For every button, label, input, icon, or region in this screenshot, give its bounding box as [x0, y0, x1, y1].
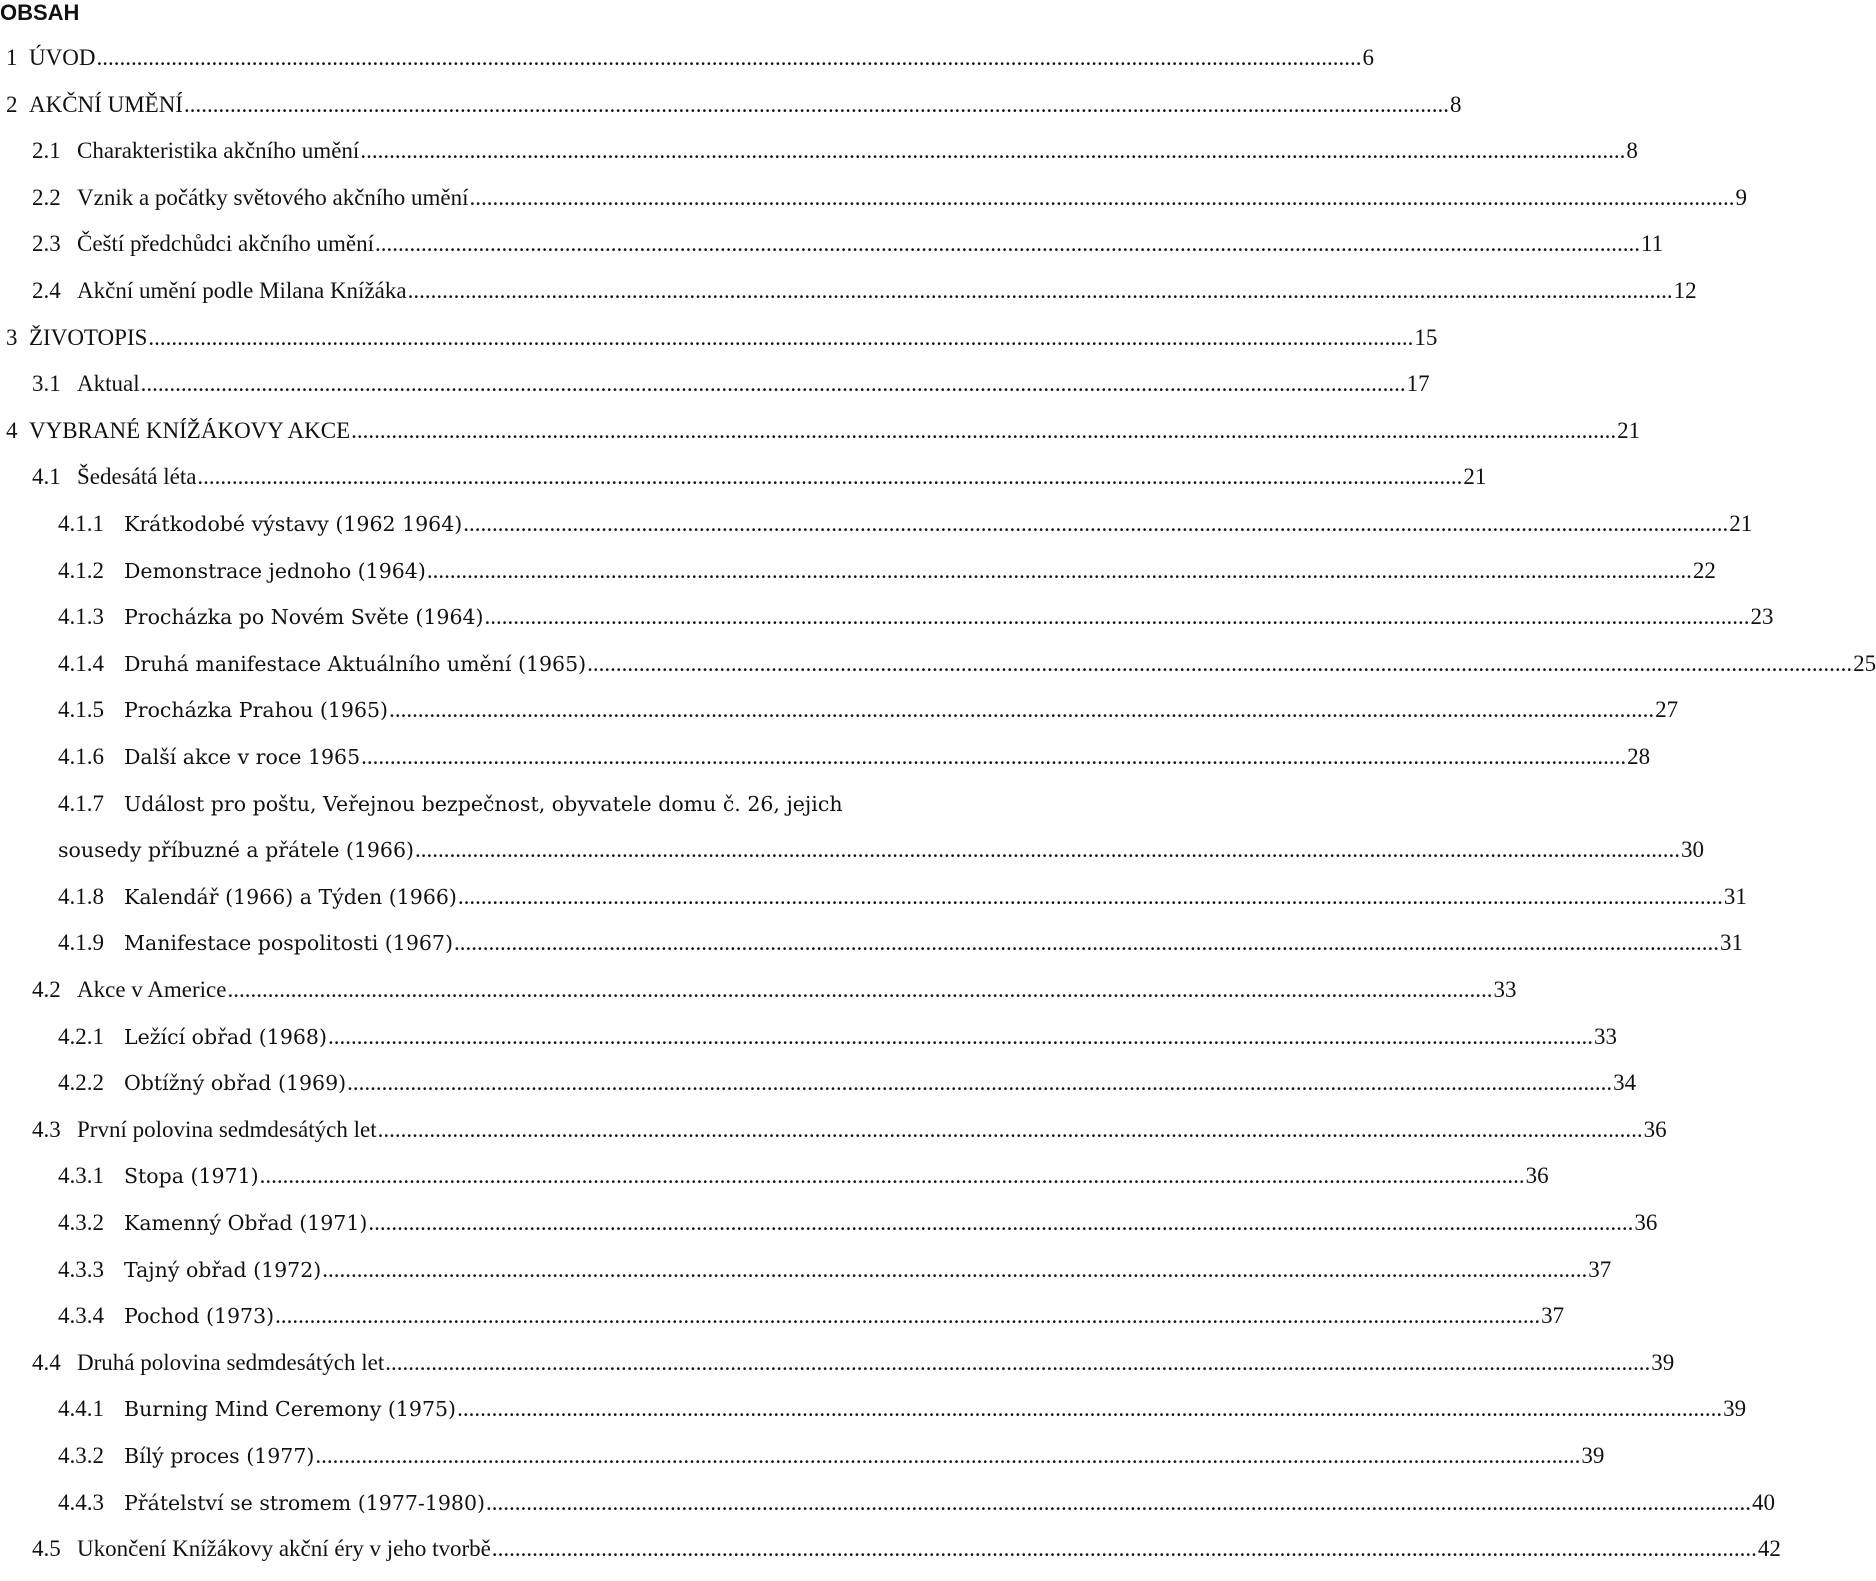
dot-leader: ............................................................................................................................................................................................................................: [389, 697, 1655, 723]
toc-entry-page-number: 28: [1627, 744, 1651, 769]
toc-entry-title: Procházka po Novém Světe (1964): [124, 605, 484, 630]
toc-entry[interactable]: [0, 976, 1517, 1022]
toc-entry-label: [58, 929, 453, 957]
toc-entry-number: 2.3: [32, 231, 61, 257]
toc-entry-page-number: 15: [1414, 324, 1438, 350]
toc-entry-label: [58, 696, 388, 724]
toc-entry-label: [58, 510, 462, 538]
toc-entry[interactable]: [0, 1162, 1549, 1208]
toc-entry-label: [32, 277, 407, 305]
toc-entry-title: Procházka Prahou (1965): [124, 698, 389, 723]
toc-entry[interactable]: [0, 1023, 1617, 1069]
dot-leader: ............................................................................................................................................................................................................................: [377, 1116, 1643, 1142]
toc-entry[interactable]: [0, 277, 1697, 323]
toc-entry[interactable]: [0, 1116, 1667, 1162]
toc-entry-number: 2.1: [32, 138, 61, 164]
toc-entry-title: Čeští předchůdci akčního umění: [77, 231, 375, 257]
toc-entry[interactable]: [0, 1395, 1747, 1441]
toc-entry-label: [58, 1442, 314, 1470]
toc-entry-number: 4.4.1: [58, 1396, 104, 1422]
toc-entry[interactable]: [0, 1302, 1565, 1348]
toc-entry-page-number: 36: [1643, 1116, 1667, 1142]
toc-entry-number: 2: [6, 91, 18, 117]
toc-entry-label: [32, 1349, 384, 1377]
toc-entry-title: Krátkodobé výstavy (1962 1964): [124, 512, 463, 536]
dot-leader: ............................................................................................................................................................................................................................: [587, 650, 1853, 676]
toc-entry[interactable]: [0, 603, 1774, 649]
dot-leader: ............................................................................................................................................................................................................................: [457, 883, 1723, 909]
dot-leader: ............................................................................................................................................................................................................................: [453, 930, 1719, 956]
toc-entry-page-number: 39: [1651, 1349, 1675, 1375]
toc-entry-label: [32, 137, 359, 165]
toc-entry-title: Přátelství se stromem (1977-1980): [124, 1490, 486, 1515]
toc-entry-label: [6, 324, 147, 352]
toc-entry-title: Tajný obřad (1972): [124, 1257, 322, 1282]
toc-entry-title: Šedesátá léta: [77, 464, 197, 490]
toc-entry-title: Kalendář (1966) a Týden (1966): [124, 884, 457, 909]
dot-leader: ............................................................................................................................................................................................................................: [275, 1303, 1541, 1329]
toc-entry[interactable]: [0, 1489, 1776, 1535]
toc-entry-label: [58, 557, 426, 585]
toc-entry[interactable]: [0, 324, 1438, 370]
dot-leader: ............................................................................................................................................................................................................................: [385, 1349, 1651, 1375]
toc-entry-label: [6, 417, 350, 445]
dot-leader: ............................................................................................................................................................................................................................: [227, 977, 1493, 1002]
toc-entry-label: [32, 230, 374, 258]
toc-entry-label: [32, 976, 226, 1004]
toc-entry-page-number: 37: [1541, 1303, 1565, 1329]
dot-leader: ............................................................................................................................................................................................................................: [183, 91, 1449, 117]
toc-entry[interactable]: [0, 137, 1638, 183]
dot-leader: ............................................................................................................................................................................................................................: [327, 1023, 1593, 1049]
toc-entry-title: Akce v Americe: [77, 977, 227, 1002]
dot-leader: ............................................................................................................................................................................................................................: [469, 184, 1735, 210]
toc-entry-label: [58, 1489, 485, 1517]
dot-leader: ............................................................................................................................................................................................................................: [484, 604, 1750, 630]
toc-entry-page-number: 39: [1581, 1443, 1605, 1468]
toc-entry-label: [32, 1535, 491, 1563]
toc-entry-number: 4.3.1: [58, 1163, 104, 1189]
toc-entry-page-number: 31: [1719, 930, 1743, 956]
toc-heading: OBSAH: [0, 0, 80, 25]
dot-leader: ............................................................................................................................................................................................................................: [360, 138, 1626, 164]
dot-leader: ............................................................................................................................................................................................................................: [315, 1443, 1581, 1468]
toc-entry-title-continuation: sousedy příbuzné a přátele (1966): [58, 837, 415, 862]
toc-entry-page-number: 36: [1525, 1163, 1549, 1189]
toc-entry-title: Událost pro poštu, Veřejnou bezpečnost, obyvatele domu č. 26, jejich: [124, 791, 843, 816]
dot-leader: ............................................................................................................................................................................................................................: [426, 557, 1692, 583]
toc-entry-page-number: 34: [1613, 1070, 1637, 1096]
toc-entry-label: [58, 650, 586, 678]
toc-entry-page-number: 21: [1617, 417, 1641, 443]
toc-entry-title: Manifestace pospolitosti (1967): [124, 931, 453, 956]
toc-entry-page-number: 31: [1723, 883, 1747, 909]
toc-entry-page-number: 36: [1634, 1210, 1658, 1235]
toc-entry-title: ÚVOD: [29, 45, 96, 70]
toc-entry-label: [32, 370, 140, 398]
toc-entry[interactable]: [0, 883, 1747, 929]
toc-entry-number: 4.5: [32, 1536, 61, 1562]
toc-entry-number: 4.1: [32, 464, 61, 490]
toc-entry-number: 4.3.4: [58, 1303, 104, 1329]
toc-entry-label: [32, 463, 196, 491]
toc-entry-page-number: 23: [1750, 604, 1774, 630]
toc-entry[interactable]: [0, 1209, 1658, 1255]
toc-entry-title: Vznik a počátky světového akčního umění: [77, 184, 469, 210]
toc-entry-page-number: 12: [1673, 278, 1697, 303]
toc-entry-title: Další akce v roce 1965: [124, 745, 361, 769]
toc-entry-number: 4.1.1: [58, 511, 104, 536]
toc-entry-number: 4.4.3: [58, 1489, 104, 1515]
toc-entry-title: Ukončení Knížákovy akční éry v jeho tvorbě: [77, 1536, 491, 1562]
toc-entry-label: [32, 1116, 377, 1144]
toc-entry-page-number: 21: [1729, 511, 1753, 536]
toc-entry-label: [58, 743, 360, 771]
toc-entry-title: Druhá polovina sedmdesátých let: [77, 1349, 385, 1375]
toc-entry-label: [58, 883, 457, 911]
toc-entry-page-number: 8: [1626, 138, 1638, 164]
toc-entry-page-number: 42: [1757, 1536, 1781, 1562]
toc-entry-number: 1: [6, 45, 18, 70]
toc-entry[interactable]: [0, 44, 1374, 90]
toc-entry-label: [58, 1162, 259, 1190]
toc-entry-number: 4.3.2: [58, 1210, 104, 1235]
dot-leader: ............................................................................................................................................................................................................................: [463, 511, 1729, 536]
toc-entry-page-number: 27: [1655, 697, 1679, 723]
toc-entry[interactable]: [0, 1535, 1781, 1581]
toc-entry-label: [58, 790, 843, 818]
toc-entry-title: Charakteristika akčního umění: [77, 138, 360, 164]
dot-leader: ............................................................................................................................................................................................................................: [322, 1256, 1588, 1282]
toc-entry[interactable]: [0, 1069, 1637, 1115]
toc-entry-title: AKČNÍ UMĚNÍ: [29, 91, 183, 117]
toc-entry[interactable]: [0, 184, 1748, 230]
toc-entry-number: 3: [6, 324, 18, 350]
toc-entry-label: [58, 1395, 456, 1423]
toc-entry[interactable]: [0, 1442, 1605, 1488]
toc-entry[interactable]: [0, 230, 1664, 276]
toc-entry-number: 4.1.9: [58, 930, 104, 956]
toc-entry-page-number: 11: [1641, 231, 1664, 257]
toc-entry[interactable]: [0, 743, 1651, 789]
dot-leader: ............................................................................................................................................................................................................................: [197, 464, 1463, 490]
toc-entry-number: 4.2.2: [58, 1070, 104, 1096]
dot-leader: ............................................................................................................................................................................................................................: [259, 1163, 1525, 1189]
toc-entry-page-number: 17: [1406, 371, 1430, 397]
toc-entry-page-number: 6: [1362, 45, 1374, 70]
dot-leader: ............................................................................................................................................................................................................................: [361, 744, 1627, 769]
dot-leader: ............................................................................................................................................................................................................................: [415, 836, 1681, 862]
toc-entry-page-number: 25: [1853, 650, 1876, 676]
toc-entry-number: 3.1: [32, 371, 61, 397]
toc-entry-number: 2.2: [32, 184, 61, 210]
toc-entry[interactable]: [0, 929, 1743, 975]
toc-entry-title: Stopa (1971): [124, 1164, 259, 1189]
toc-entry-number: 4.1.3: [58, 604, 104, 630]
dot-leader: ............................................................................................................................................................................................................................: [491, 1536, 1757, 1562]
toc-entry-title: Ležící obřad (1968): [124, 1024, 327, 1049]
toc-entry-number: 4.3.3: [58, 1256, 104, 1282]
dot-leader: ............................................................................................................................................................................................................................: [457, 1396, 1723, 1422]
toc-entry-number: 4.1.4: [58, 650, 104, 676]
toc-entry-label: [32, 184, 469, 212]
toc-entry-title: Akční umění podle Milana Knížáka: [77, 278, 407, 303]
toc-entry-title: Aktual: [77, 371, 140, 397]
toc-entry[interactable]: [0, 696, 1679, 742]
toc-entry-number: 4.4: [32, 1349, 61, 1375]
toc-entry-page-number: 33: [1493, 977, 1517, 1002]
toc-entry-number: 4.1.8: [58, 883, 104, 909]
toc-entry-title: ŽIVOTOPIS: [29, 324, 148, 350]
toc-entry-page-number: 30: [1681, 836, 1705, 862]
toc-entry-number: 4.1.6: [58, 744, 104, 769]
dot-leader: ............................................................................................................................................................................................................................: [486, 1489, 1752, 1515]
toc-entry-number: 4.1.5: [58, 697, 104, 723]
dot-leader: ............................................................................................................................................................................................................................: [375, 231, 1641, 257]
toc-entry-page-number: 8: [1449, 91, 1462, 117]
toc-entry-page-number: 39: [1723, 1396, 1747, 1422]
toc-entry-page-number: 40: [1752, 1489, 1776, 1515]
toc-entry-title: Pochod (1973): [124, 1304, 275, 1329]
toc-entry-title: Kamenný Obřad (1971): [124, 1211, 368, 1235]
toc-entry-title: Burning Mind Ceremony (1975): [124, 1397, 457, 1422]
toc-entry[interactable]: [0, 1256, 1612, 1302]
toc-entry[interactable]: [0, 510, 1753, 556]
dot-leader: ............................................................................................................................................................................................................................: [347, 1070, 1613, 1096]
toc-entry-page-number: 33: [1593, 1023, 1617, 1049]
toc-entry-number: 4.1.7: [58, 790, 104, 816]
dot-leader: ............................................................................................................................................................................................................................: [140, 371, 1406, 397]
toc-entry-title: První polovina sedmdesátých let: [77, 1116, 377, 1142]
dot-leader: ............................................................................................................................................................................................................................: [148, 324, 1414, 350]
toc-entry[interactable]: [0, 417, 1641, 463]
dot-leader: ............................................................................................................................................................................................................................: [407, 278, 1673, 303]
toc-entry-title: Demonstrace jednoho (1964): [124, 558, 426, 583]
toc-entry[interactable]: [0, 790, 1705, 882]
toc-entry-label: [58, 1302, 274, 1330]
toc-entry[interactable]: [0, 1349, 1675, 1395]
toc-entry-label: [58, 1023, 327, 1051]
toc-entry-number: 2.4: [32, 278, 61, 303]
toc-entry-number: 4.3: [32, 1116, 61, 1142]
dot-leader: ............................................................................................................................................................................................................................: [351, 417, 1617, 443]
toc-entry-label: [58, 1209, 367, 1237]
toc-entry[interactable]: [0, 650, 1876, 696]
toc-entry-number: 4.2.1: [58, 1023, 104, 1049]
toc-entry-label: [58, 603, 484, 631]
toc-entry[interactable]: [0, 463, 1487, 509]
toc-entry-label: [6, 44, 95, 72]
dot-leader: ............................................................................................................................................................................................................................: [96, 45, 1362, 70]
toc-entry-page-number: 37: [1588, 1256, 1612, 1282]
toc-entry-number: 4.3.2: [58, 1443, 104, 1468]
toc-entry-number: 4: [6, 417, 18, 443]
dot-leader: ............................................................................................................................................................................................................................: [368, 1210, 1634, 1235]
toc-entry-number: 4.2: [32, 977, 61, 1002]
toc-entry-page-number: 9: [1735, 184, 1748, 210]
toc-entry-title: Druhá manifestace Aktuálního umění (1965): [124, 651, 587, 676]
toc-entry-title: Bílý proces (1977): [124, 1444, 315, 1468]
toc-entry[interactable]: [0, 91, 1462, 137]
toc-entry-number: 4.1.2: [58, 557, 104, 583]
toc-entry-label: [6, 91, 183, 119]
toc-entry-title: VYBRANÉ KNÍŽÁKOVY AKCE: [29, 417, 351, 443]
toc-entry-label: [58, 1069, 346, 1097]
toc-entry[interactable]: [0, 557, 1716, 603]
toc-entry-title: Obtížný obřad (1969): [124, 1071, 347, 1096]
toc-entry[interactable]: [0, 370, 1430, 416]
toc-entry-page-number: 22: [1692, 557, 1716, 583]
toc-entry-page-number: 21: [1463, 464, 1487, 490]
toc-entry-label: [58, 1256, 321, 1284]
